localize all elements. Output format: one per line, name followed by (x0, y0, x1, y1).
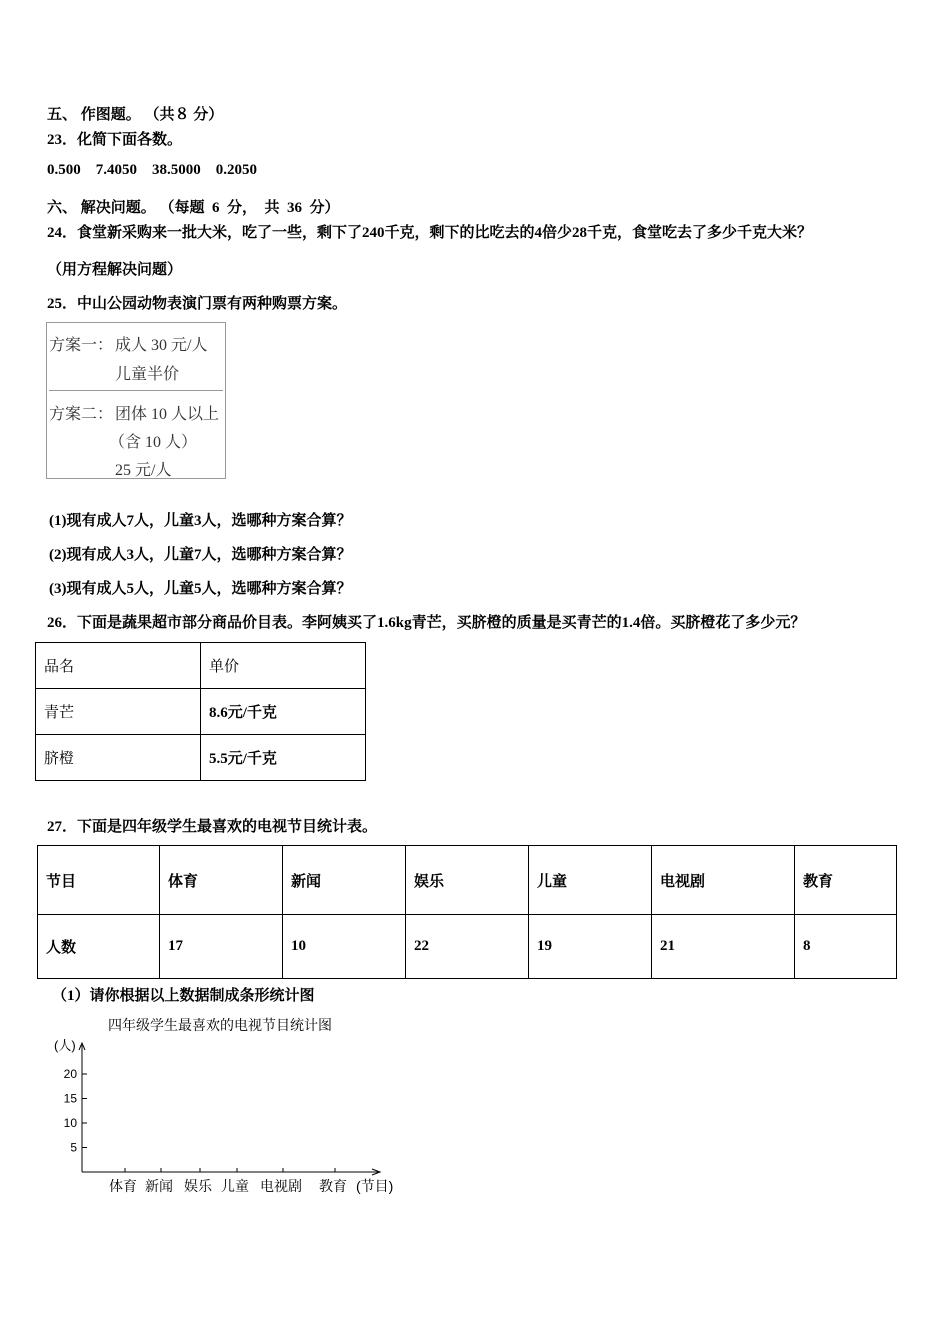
q24-note: （用方程解决问题） (47, 262, 183, 278)
q27-stem: 27．下面是四年级学生最喜欢的电视节目统计表。 (47, 819, 378, 835)
x-tick-label: 儿童 (221, 1178, 249, 1194)
x-tick-label: 体育 (109, 1178, 137, 1194)
q25-stem: 25．中山公园动物表演门票有两种购票方案。 (47, 296, 348, 312)
y-tick-label: 15 (63, 1091, 77, 1106)
header-cell: 节目 (38, 846, 160, 915)
plan1-label: 方案一： (49, 337, 114, 354)
header-cell: 电视剧 (652, 846, 795, 915)
table-cell: 青芒 (36, 689, 201, 735)
table-cell: 19 (529, 915, 652, 979)
section-6-heading: 六、 解决问题。 （每题 6 分， 共 36 分） (47, 200, 340, 216)
q25-sub-3: (3)现有成人5人，儿童5人，选哪种方案合算？ (49, 581, 352, 597)
tv-program-table (37, 845, 897, 979)
plan-divider (49, 390, 223, 391)
table-cell: 人数 (38, 915, 160, 979)
table-cell: 8 (795, 915, 897, 979)
table-cell: 8.6元/千克 (201, 689, 366, 735)
x-tick-label: 娱乐 (184, 1178, 212, 1194)
blank-bar-chart (40, 1010, 410, 1200)
plan2-line1: 团体 10 人以上 (115, 406, 220, 423)
header-cell: 教育 (795, 846, 897, 915)
header-cell: 娱乐 (406, 846, 529, 915)
q23-stem: 23．化简下面各数。 (47, 132, 183, 148)
table-cell: 22 (406, 915, 529, 979)
table-row (36, 689, 366, 735)
q26-stem: 26．下面是蔬果超市部分商品价目表。李阿姨买了1.6kg青芒，买脐橙的质量是买青芒的1.4倍。买脐橙花了多少元？ (47, 615, 806, 631)
plan2-line3: 25 元/人 (115, 462, 172, 479)
y-tick-label: 20 (63, 1067, 77, 1081)
x-axis-label: (节目) (356, 1178, 394, 1194)
table-cell: 21 (652, 915, 795, 979)
table-row (36, 735, 366, 781)
q25-sub-2: (2)现有成人3人，儿童7人，选哪种方案合算？ (49, 547, 352, 563)
table-header-row (38, 846, 897, 915)
header-cell: 儿童 (529, 846, 652, 915)
table-header-row (36, 643, 366, 689)
ticket-plans-box (46, 322, 226, 479)
plan1-line2: 儿童半价 (115, 366, 180, 383)
header-cell: 品名 (36, 643, 201, 689)
table-cell: 脐橙 (36, 735, 201, 781)
table-row (38, 915, 897, 979)
chart-title: 四年级学生最喜欢的电视节目统计图 (108, 1017, 332, 1033)
plan2-line2: （含 10 人） (109, 434, 198, 451)
y-tick-label: 5 (70, 1140, 77, 1155)
y-axis-label: (人) (54, 1038, 76, 1053)
header-cell: 体育 (160, 846, 283, 915)
section-5-heading: 五、 作图题。 （共８ 分） (47, 107, 224, 123)
table-cell: 10 (283, 915, 406, 979)
header-cell: 单价 (201, 643, 366, 689)
plan1-line1: 成人 30 元/人 (115, 337, 208, 354)
x-tick-label: 教育 (319, 1178, 347, 1194)
x-tick-label: 新闻 (145, 1178, 173, 1194)
q25-sub-1: (1)现有成人7人，儿童3人，选哪种方案合算？ (49, 513, 352, 529)
price-table (35, 642, 366, 781)
table-cell: 5.5元/千克 (201, 735, 366, 781)
header-cell: 新闻 (283, 846, 406, 915)
q23-numbers: 0.500 7.4050 38.5000 0.2050 (47, 162, 257, 178)
q24-stem: 24．食堂新采购来一批大米，吃了一些，剩下了240千克，剩下的比吃去的4倍少28千克，食堂吃去了多少千克大米？ (47, 225, 813, 241)
plan2-label: 方案二： (49, 406, 114, 423)
q27-sub-1: （1）请你根据以上数据制成条形统计图 (52, 988, 315, 1004)
x-tick-label: 电视剧 (260, 1178, 302, 1194)
table-cell: 17 (160, 915, 283, 979)
y-tick-label: 10 (63, 1116, 77, 1130)
